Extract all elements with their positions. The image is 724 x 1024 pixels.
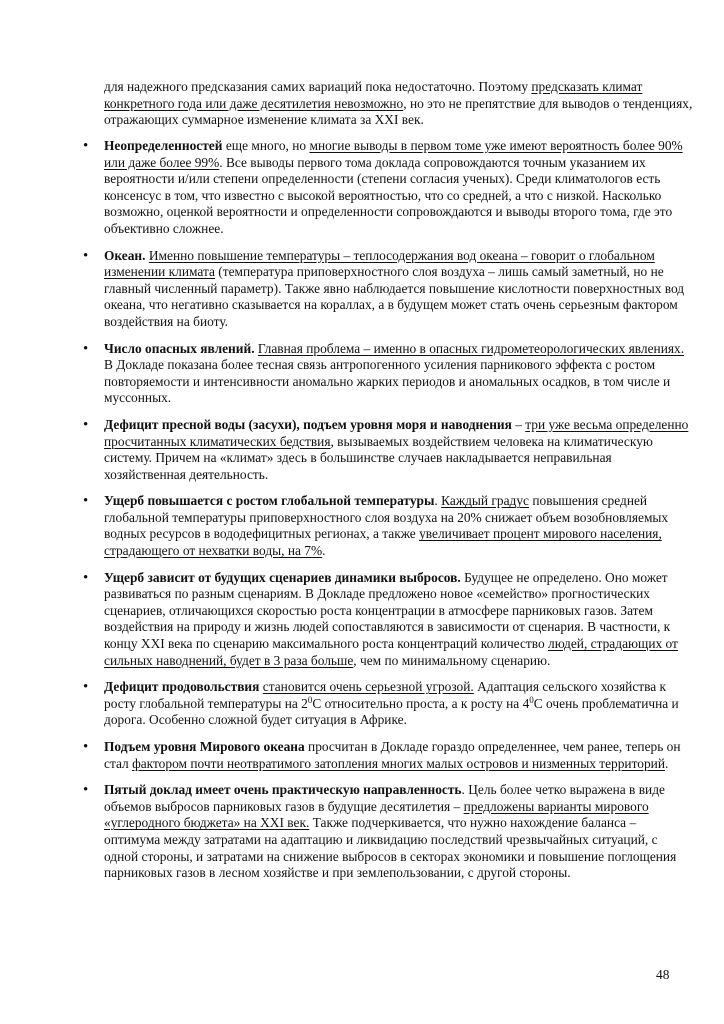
item-text: . Цель более четко выражена в виде объемов выбросов парниковых газов в будущие десятилетия – [104,782,665,814]
item-text: С очень проблематична и дорога. Особенно сложной будет ситуация в Африке. [104,695,679,728]
degree-superscript: 0 [529,694,534,705]
list-item-fifth-report [104,782,694,882]
list-item-uncertainties [104,138,694,238]
list-item-ocean [104,248,694,331]
list-item-hazards [104,341,694,407]
item-heading: Дефицит пресной воды (засухи), подъем уровня моря и наводнения [104,416,512,432]
item-heading: Ущерб зависит от будущих сценариев динамики выбросов. [104,569,461,585]
item-text: Адаптация сельского хозяйства к росту глобальной температуры на 2 [104,679,667,711]
item-heading: Пятый доклад имеет очень практическую направленность [104,782,462,798]
item-text: . [322,543,326,559]
item-underlined-text: Именно повышение температуры – теплосодержания вод океана – говорит о глобальном изменении климата [104,247,655,280]
bullet-list [104,138,694,892]
item-text: еще много, но [222,138,310,153]
intro-underlined-text: предсказать климат конкретного года или даже десятилетия невозможно [104,79,643,111]
item-heading: Подъем уровня Мирового океана [104,739,305,754]
item-heading: Неопределенностей [104,138,223,153]
item-heading: Океан. [104,247,146,263]
item-heading: Дефицит продовольствия [104,679,260,695]
item-text: , вызываемых воздействием человека на климатическую систему. Причем на «климат» здесь в большинстве случаев накладывается неправильная хозяйственная деятельность. [104,433,653,482]
item-underlined-text: становится очень серьезной угрозой. [262,679,474,695]
item-underlined-text: фактором почти неотвратимого затопления многих малых островов и низменных территорий [132,755,665,771]
item-text: Будущее не определено. Оно может развиваться по разным сценариям. В Докладе предложено новое «семейство» прогностических сценариев, отличающихся скоростью роста концентрации в атмосфере парниковых газов. Затем воздействия на природу и жизнь людей сопоставляются в зависимости от сценария. В частности, к концу XXI века по сценарию максимального роста концентраций количество [104,569,671,652]
item-text: В Докладе показана более тесная связь антропогенного усиления парникового эффекта с ростом повторяемости и интенсивности аномально жарких периодов и аномальных осадков, в том числе и муссонных. [104,357,671,406]
item-underlined-text: увеличивает процент мирового населения, страдающего от нехватки воды, на 7% [104,526,662,559]
intro-paragraph [104,79,694,129]
item-text: . Все выводы первого тома доклада сопровождаются точным указанием их вероятности и/или степени определенности (степени согласия ученых). Среди климатологов есть консенсус в том, что известно с высокой вероятностью, что со средней, а что с низкой. Насколько возможно, оценкой вероятности и определенности сопровождаются и выводы второго тома, где это объективно сложнее. [104,154,673,236]
list-item-food-deficit [104,679,694,729]
list-item-damage-scenarios [104,570,694,670]
intro-text-end: , но это не препятствие для выводов о тенденциях, отражающих суммарное изменение климата за XXI век. [104,95,693,128]
item-underlined-text: предложены варианты мирового «углеродного бюджета» на XXI век. [104,798,649,831]
item-text: (температура приповерхностного слоя воздуха – лишь самый заметный, но не главный численный параметр). Также явно наблюдается повышение кислотности поверхностных вод океана, что негативно сказывается на кораллах, а в будущем может стать очень серьезным фактором воздействия на биоту. [104,264,685,329]
item-text: повышения средней глобальной температуры приповерхностного слоя воздуха на 20% снижает объем возобновляемых водных ресурсов в вододефицитных регионах, а также [104,493,669,542]
item-underlined-text: людей, страдающих от сильных наводнений, будет в 3 раза больше [104,636,678,668]
item-text: . [665,755,669,771]
page-number: 48 [656,967,670,982]
item-text: просчитан в Докладе гораздо определеннее, чем ранее, теперь он стал [104,739,681,771]
degree-superscript: 0 [307,694,313,705]
intro-text: для надежного предсказания самих вариаций пока недостаточно. Поэтому [104,79,532,94]
item-text: . [434,493,442,509]
item-underlined-text: три уже весьма определенно просчитанных климатических бедствия [104,416,689,449]
item-text: С относительно проста, а к росту на 4 [312,695,530,711]
list-item-damage-temperature [104,493,694,559]
item-underlined-text: Каждый градус [441,493,529,509]
list-item-sea-level [104,739,694,772]
item-text: , чем по минимальному сценарию. [353,652,551,668]
list-item-water-deficit [104,417,694,483]
item-text: Также подчеркивается, что нужно нахождение баланса – оптимума между затратами на адаптацию и ликвидацию последствий чрезвычайных ситуаций, с одной стороны, и затратами на снижение выбросов в секторах экономики и повышение поглощения парниковых газов в лесном хозяйстве и при землепользовании, с другой стороны. [104,815,677,881]
item-text: – [511,416,526,432]
item-heading: Число опасных явлений. [104,340,255,356]
item-underlined-text: Главная проблема – именно в опасных гидрометеорологических явлениях. [257,340,685,356]
item-heading: Ущерб повышается с ростом глобальной температуры [104,493,435,509]
item-underlined-text: многие выводы в первом томе уже имеют вероятность более 90% или даже более 99% [104,138,683,170]
